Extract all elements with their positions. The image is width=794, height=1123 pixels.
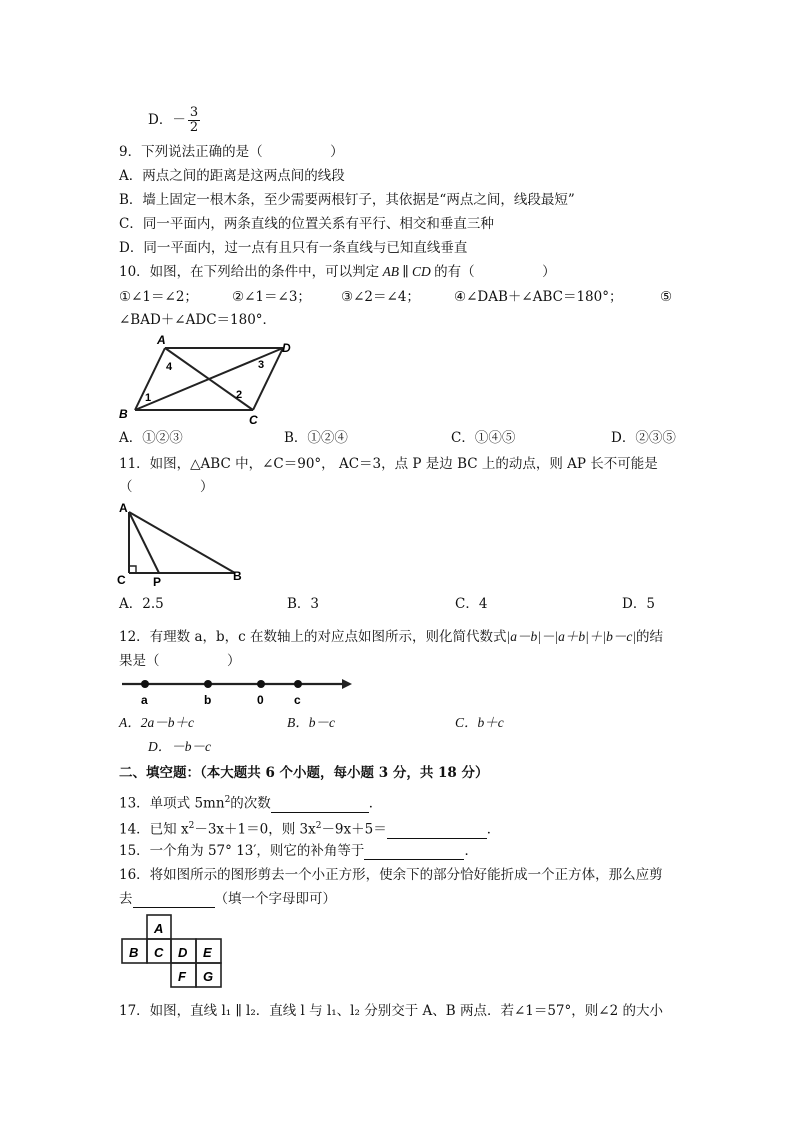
- q12-stem-text: 12．有理数 a，b，c 在数轴上的对应点如图所示，则化简代数式: [119, 629, 507, 645]
- q11-stem-paren: （ ）: [119, 479, 214, 495]
- label-a: a: [141, 693, 148, 707]
- label-b: B: [129, 945, 139, 960]
- section-2-title: 二、填空题：（本大题共 6 个小题，每小题 3 分，共 18 分）: [119, 765, 489, 781]
- q14-end: ．: [486, 821, 501, 838]
- q10-option-a: A．①②③: [119, 430, 183, 446]
- q14-text: 14．已知 x: [119, 821, 189, 838]
- q9-option-c: C．同一平面内，两条直线的位置关系有平行、相交和垂直三种: [119, 216, 494, 232]
- answer-blank[interactable]: [364, 845, 464, 860]
- q10-condition-4: ④∠DAB＋∠ABC＝180°；: [454, 289, 623, 305]
- label-a: A: [154, 921, 164, 936]
- diagonal-bd: [135, 348, 283, 410]
- answer-blank[interactable]: [387, 824, 487, 839]
- angle-3-label: 3: [258, 359, 265, 371]
- q10-stem-text: 10．如图，在下列给出的条件中，可以判定: [119, 264, 380, 280]
- q15-end: ．: [464, 843, 478, 859]
- q11-option-d: D．5: [622, 596, 655, 612]
- label-b: b: [204, 693, 212, 707]
- q12-expression: |a－b|－|a＋b|＋|b－c|: [506, 629, 637, 644]
- right-angle-mark: [129, 566, 136, 573]
- vertex-b-label: B: [233, 569, 242, 583]
- q11-option-a: A．2.5: [119, 596, 164, 612]
- q11-stem: 11．如图，△ABC 中，∠C＝90°， AC＝3，点 P 是边 BC 上的动点，则 AP 长不可能是: [119, 456, 658, 472]
- q12-option-b: B．b－c: [287, 715, 335, 730]
- q9-option-a: A．两点之间的距离是这两点间的线段: [119, 168, 345, 184]
- q15: [119, 842, 478, 860]
- fraction-numerator: 3: [189, 105, 199, 120]
- q14-text-3: －9x＋5＝: [321, 821, 387, 838]
- q13-end: ．: [368, 795, 383, 812]
- answer-blank[interactable]: [271, 798, 369, 813]
- point-b: [204, 680, 212, 688]
- angle-4-label: 4: [166, 361, 173, 373]
- q10-stem-math: AB ∥ CD: [379, 264, 435, 279]
- q10-condition-5: ∠BAD＋∠ADC＝180°．: [119, 312, 277, 328]
- q14: [119, 817, 500, 839]
- q10-stem: [119, 263, 556, 281]
- point-c: [294, 680, 302, 688]
- q10-option-d: D．②③⑤: [611, 430, 676, 446]
- q16-stem: 16．将如图所示的图形剪去一个小正方形，使余下的部分恰好能折成一个正方体，那么应剪: [119, 867, 663, 883]
- q8-option-d-label: D．－: [148, 112, 186, 128]
- vertex-a-label: A: [119, 501, 128, 515]
- vertex-d-label: D: [282, 341, 291, 355]
- q16-cube-net-figure: [118, 913, 228, 989]
- vertex-c-label: C: [117, 573, 126, 586]
- q11-option-c: C．4: [455, 596, 488, 612]
- fraction-denominator: 2: [189, 120, 199, 135]
- q16-text-2: （填一个字母即可）: [214, 891, 336, 907]
- label-c: c: [294, 693, 301, 707]
- q13-text-2: 的次数: [230, 795, 271, 812]
- q16-text: 去: [119, 891, 133, 907]
- point-a: [141, 680, 149, 688]
- label-zero: 0: [257, 693, 264, 707]
- q10-condition-1: ①∠1＝∠2；: [119, 289, 198, 305]
- q17-stem: 17．如图，直线 l₁ ∥ l₂．直线 l 与 l₁、l₂ 分别交于 A、B 两点．若∠1＝57°，则∠2 的大小: [119, 1003, 663, 1019]
- q13: [119, 791, 382, 813]
- q12-stem-tail: 的结: [636, 629, 664, 645]
- q12-stem: [119, 628, 663, 646]
- label-e: E: [203, 945, 212, 960]
- q9-option-b: B．墙上固定一根木条，至少需要两根钉子，其依据是“两点之间，线段最短”: [119, 192, 575, 208]
- q14-text-2: －3x＋1＝0，则 3x: [194, 821, 316, 838]
- point-p-label: P: [153, 575, 162, 586]
- q10-parallelogram-figure: [115, 332, 305, 424]
- q11-option-b: B．3: [287, 596, 320, 612]
- q10-condition-2: ②∠1＝∠3；: [232, 289, 311, 305]
- q10-stem-tail: 的有（ ）: [434, 264, 556, 280]
- q13-text: 13．单项式 5mn: [119, 795, 225, 812]
- q16-stem-line2: [119, 890, 336, 908]
- angle-2-label: 2: [236, 389, 243, 401]
- label-d: D: [178, 945, 188, 960]
- q10-option-c: C．①④⑤: [451, 430, 516, 446]
- label-f: F: [178, 969, 186, 984]
- q14-exponent-1: 2: [188, 821, 195, 831]
- label-g: G: [203, 969, 214, 984]
- q10-condition-5-mark: ⑤: [660, 289, 673, 305]
- answer-blank[interactable]: [133, 893, 215, 908]
- label-c: C: [154, 945, 164, 960]
- point-zero: [257, 680, 265, 688]
- vertex-c-label: C: [249, 413, 258, 424]
- vertex-a-label: A: [157, 333, 166, 347]
- q8-option-d: [148, 106, 200, 135]
- q9-option-d: D．同一平面内，过一点有且只有一条直线与已知直线垂直: [119, 240, 468, 256]
- angle-1-label: 1: [145, 392, 152, 404]
- q12-option-c: C．b＋c: [455, 715, 504, 730]
- q9-stem: 9．下列说法正确的是（ ）: [119, 144, 344, 160]
- q13-exponent: 2: [224, 795, 231, 805]
- fraction: [188, 106, 200, 135]
- q10-condition-3: ③∠2＝∠4；: [341, 289, 420, 305]
- q15-text: 15．一个角为 57° 13′，则它的补角等于: [119, 843, 365, 859]
- q12-option-d: D．－b－c: [148, 739, 211, 754]
- q12-option-a: A．2a－b＋c: [119, 715, 194, 730]
- q12-number-line-figure: [118, 672, 358, 708]
- q10-option-b: B．①②④: [284, 430, 348, 446]
- vertex-b-label: B: [119, 407, 128, 421]
- number-line-arrow: [342, 679, 352, 689]
- q12-stem-line2: 果是（ ）: [119, 653, 241, 669]
- q14-exponent-2: 2: [315, 821, 322, 831]
- segment-dc: [253, 348, 283, 410]
- q11-triangle-figure: [115, 500, 250, 586]
